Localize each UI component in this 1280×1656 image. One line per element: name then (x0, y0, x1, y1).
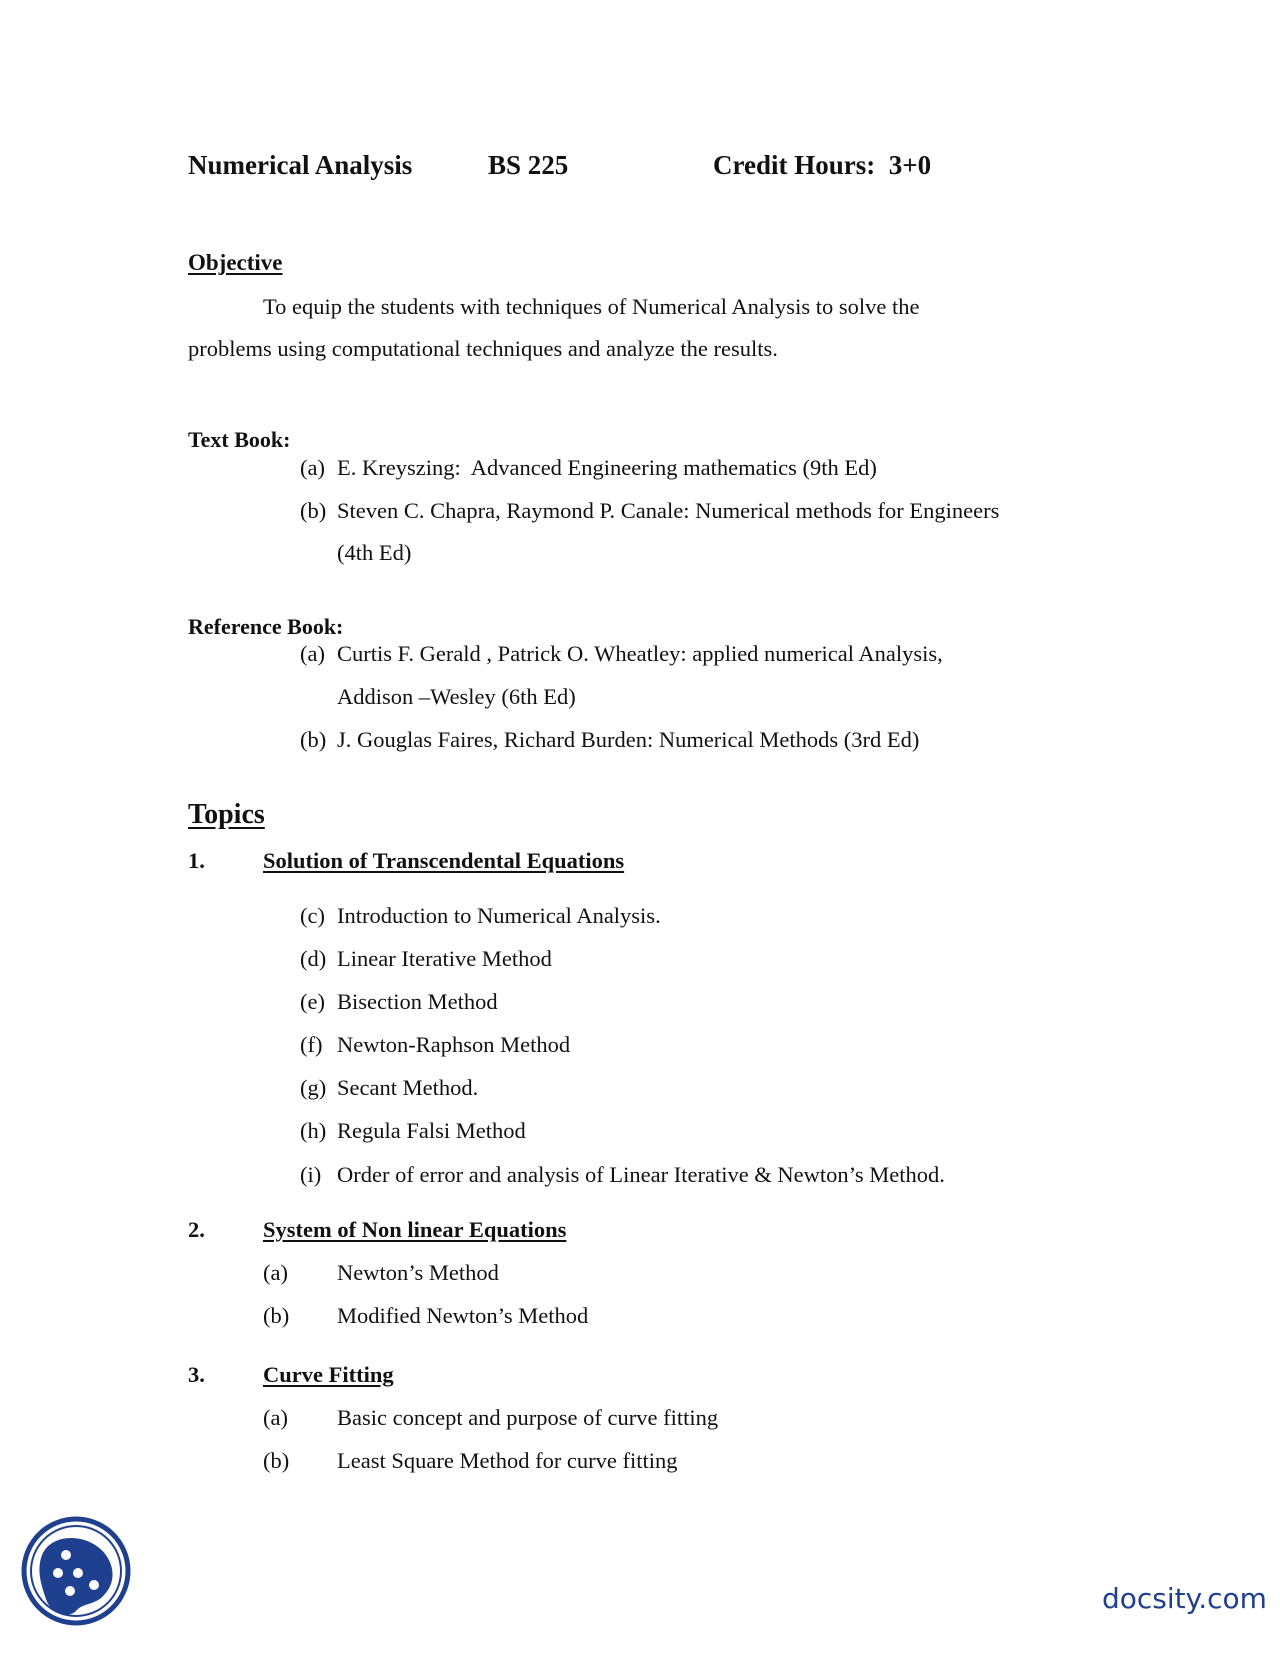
text-book-item-label: (a) (300, 455, 325, 480)
topic-item-text: Basic concept and purpose of curve fitting (337, 1405, 719, 1430)
topic-item-label: (e) (300, 989, 325, 1014)
course-name: Numerical Analysis (188, 150, 413, 180)
topic-item-text: Secant Method. (337, 1075, 479, 1100)
objective-line-2: problems using computational techniques and analyze the results. (188, 336, 778, 361)
topic-item-text: Linear Iterative Method (337, 946, 552, 971)
objective-heading: Objective (188, 250, 283, 275)
topic-item-text: Newton’s Method (337, 1260, 499, 1285)
topic-item-label: (f) (300, 1032, 323, 1057)
section-number: 1. (188, 848, 205, 873)
topic-item-label: (a) (263, 1405, 288, 1430)
section-title: Curve Fitting (263, 1362, 394, 1387)
topic-item-text: Modified Newton’s Method (337, 1303, 589, 1328)
topic-item-text: Newton-Raphson Method (337, 1032, 571, 1057)
topic-item-text: Bisection Method (337, 989, 498, 1014)
section-number: 2. (188, 1217, 205, 1242)
topic-item-text: Least Square Method for curve fitting (337, 1448, 678, 1473)
text-book-item-label: (b) (300, 498, 327, 523)
text-book-item-text: E. Kreyszing: Advanced Engineering mathematics (9th Ed) (337, 455, 877, 480)
section-title: Solution of Transcendental Equations (263, 848, 625, 873)
topic-item-label: (i) (300, 1162, 322, 1187)
text-book-heading: Text Book: (188, 427, 291, 452)
text-book-item-text: Steven C. Chapra, Raymond P. Canale: Numerical methods for Engineers (337, 498, 1000, 523)
docsity-watermark-link[interactable]: docsity.com (1102, 1582, 1267, 1615)
topic-item-text: Regula Falsi Method (337, 1118, 526, 1143)
section-number: 3. (188, 1362, 205, 1387)
reference-book-heading: Reference Book: (188, 614, 344, 639)
objective-line-1: To equip the students with techniques of Numerical Analysis to solve the (263, 294, 920, 319)
reference-book-item-text: Curtis F. Gerald , Patrick O. Wheatley: applied numerical Analysis, (337, 641, 943, 666)
topics-heading: Topics (188, 799, 265, 830)
reference-book-item-label: (b) (300, 727, 327, 752)
topic-item-label: (b) (263, 1303, 290, 1328)
reference-book-item-text: J. Gouglas Faires, Richard Burden: Numerical Methods (3rd Ed) (337, 727, 920, 752)
topic-item-text: Introduction to Numerical Analysis. (337, 903, 661, 928)
topic-item-label: (c) (300, 903, 325, 928)
topic-item-label: (h) (300, 1118, 327, 1143)
course-code: BS 225 (488, 150, 569, 180)
text-book-item-text-continued: (4th Ed) (337, 540, 412, 565)
section-title: System of Non linear Equations (263, 1217, 567, 1242)
reference-book-item-text-continued: Addison –Wesley (6th Ed) (337, 684, 576, 709)
topic-item-label: (b) (263, 1448, 290, 1473)
docsity-logo-icon[interactable] (20, 1515, 132, 1627)
topic-item-label: (g) (300, 1075, 327, 1100)
reference-book-item-label: (a) (300, 641, 325, 666)
topic-item-text: Order of error and analysis of Linear Iterative & Newton’s Method. (337, 1162, 945, 1187)
credit-hours: Credit Hours: 3+0 (713, 150, 932, 180)
topic-item-label: (a) (263, 1260, 288, 1285)
topic-item-label: (d) (300, 946, 327, 971)
